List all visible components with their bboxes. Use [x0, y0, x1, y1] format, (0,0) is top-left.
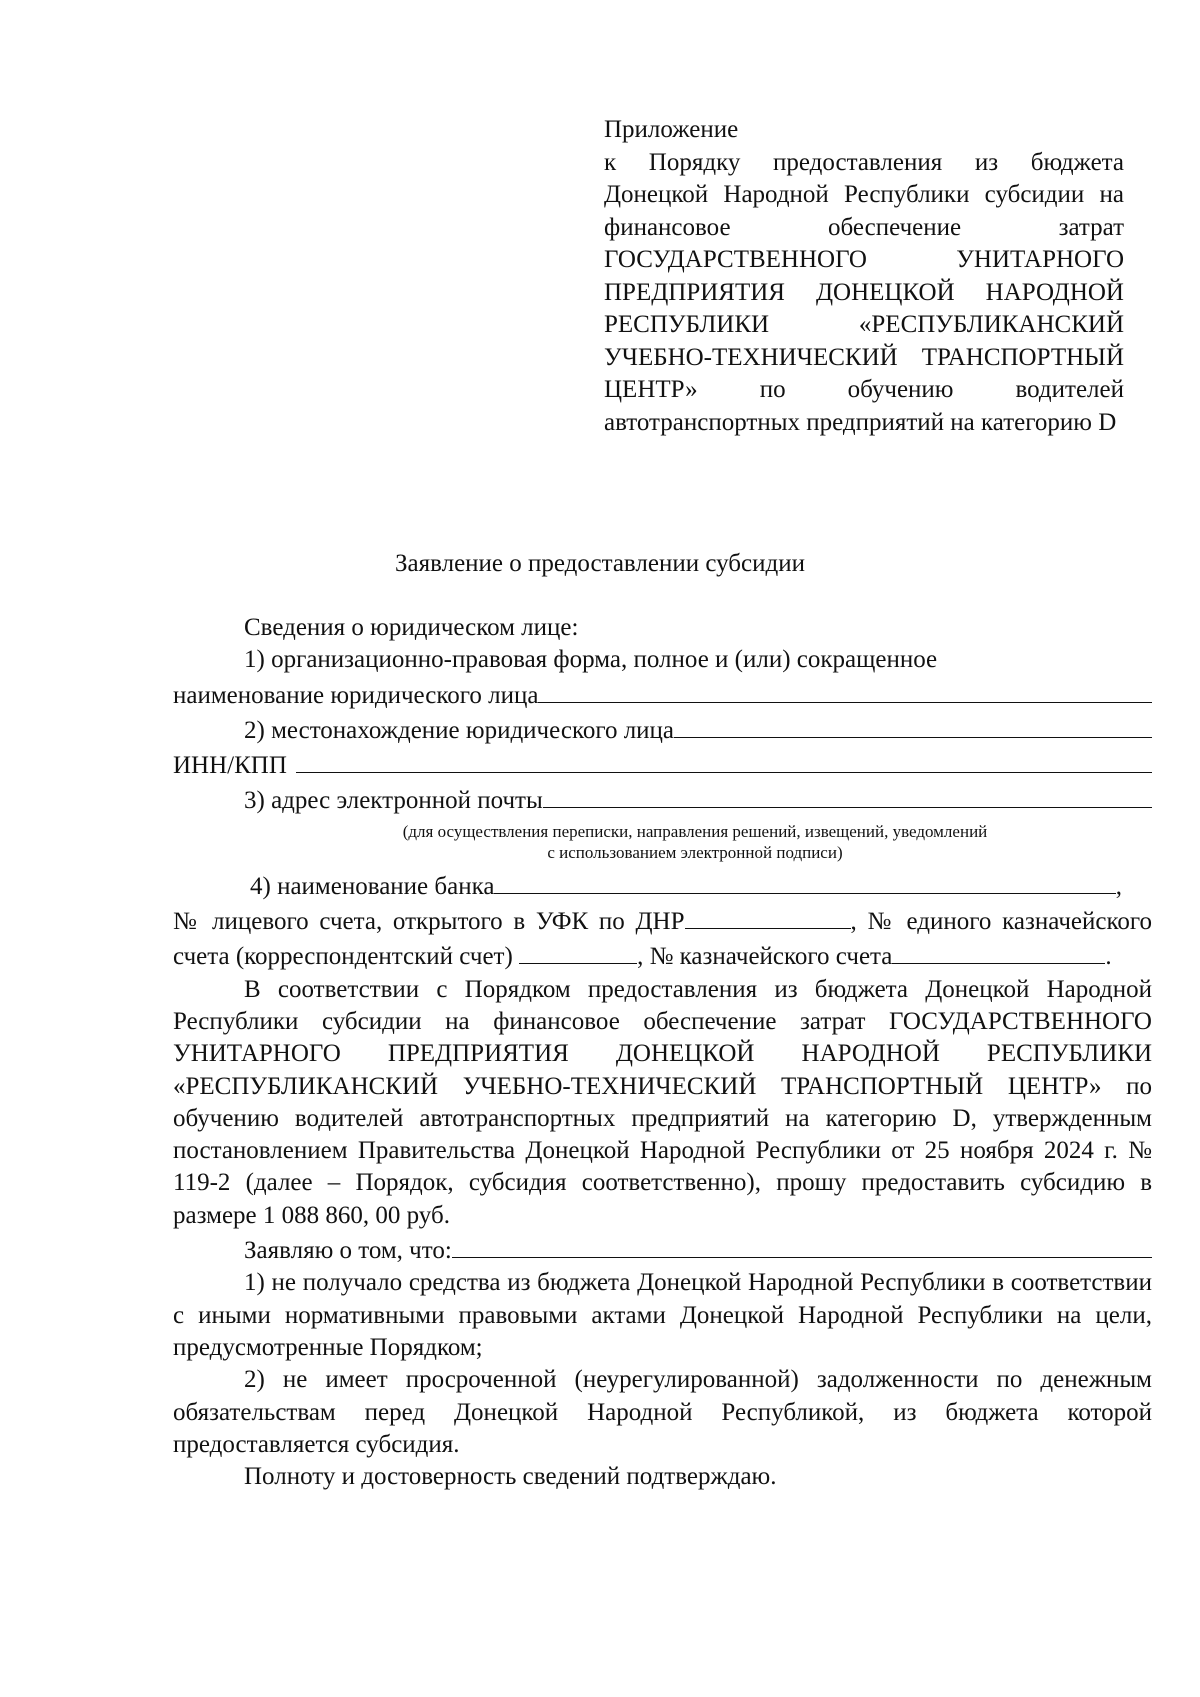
location-blank[interactable] — [674, 712, 1152, 738]
appendix-text: к Порядку предоставления из бюджета Донецкой Народной Республики субсидии на финансовое обеспечение затрат ГОСУДАРСТВЕННОГО УНИТАРНОГО ПРЕДПРИЯТИЯ ДОНЕЦКОЙ НАРОДНОЙ РЕСПУБЛИКИ «РЕСПУБЛИКАНСКИЙ УЧЕБНО-ТЕХНИЧЕСКИЙ ТРАНСПОРТНЫЙ ЦЕНТР» по обучению водителей автотранспортных предприятий на категорию D — [604, 148, 1124, 436]
item4-field — [173, 868, 1152, 903]
declaration-field — [173, 1232, 1152, 1267]
inn-kpp-field — [173, 747, 1152, 782]
document-body — [173, 612, 1152, 1493]
email-note — [173, 821, 1152, 863]
treasury-account-label: , № единого казначейского счета (корреспондентский счет) — [173, 908, 1152, 971]
document-title: Заявление о предоставлении субсидии — [395, 550, 805, 577]
inn-kpp-blank[interactable] — [296, 747, 1152, 773]
item2-label: 2) местонахождение юридического лица — [244, 716, 675, 744]
personal-account-label: № лицевого счета, открытого в УФК по ДНР — [173, 908, 685, 936]
item3-field — [173, 782, 1152, 817]
inn-kpp-label: ИНН/КПП — [173, 752, 287, 780]
item3-label: 3) адрес электронной почты — [244, 787, 543, 815]
item4-label: 4) наименование банка — [250, 872, 495, 900]
appendix-label: Приложение — [604, 116, 739, 143]
appendix-block — [604, 114, 1124, 439]
declaration-item1: 1) не получало средства из бюджета Донецкой Народной Республики в соответствии с иными нормативными правовыми актами Донецкой Народной Республики на цели, предусмотренные Порядком; — [173, 1269, 1152, 1361]
email-note-line1: (для осуществления переписки, направления решений, извещений, уведомлений — [402, 821, 988, 841]
item1-line2-label: наименование юридического лица — [173, 681, 539, 709]
item4-comma: , — [1115, 872, 1122, 900]
declaration-item2: 2) не имеет просроченной (неурегулированной) задолженности по денежным обязательствам перед Донецкой Народной Республикой, из бюджета которой предоставляется субсидия. — [173, 1366, 1152, 1458]
item1-field — [173, 677, 1152, 712]
request-paragraph: В соответствии с Порядком предоставления из бюджета Донецкой Народной Республики субсидии на финансовое обеспечение затрат ГОСУДАРСТВЕННОГО УНИТАРНОГО ПРЕДПРИЯТИЯ ДОНЕЦКОЙ НАРОДНОЙ РЕСПУБЛИКИ «РЕСПУБЛИКАНСКИЙ УЧЕБНО-ТЕХНИЧЕСКИЙ ТРАНСПОРТНЫЙ ЦЕНТР» по обучению водителей автотранспортных предприятий на категорию D, утвержденным постановлением Правительства Донецкой Народной Республики от 25 ноября 2024 г. № 119-2 (далее – Порядок, субсидия соответственно), прошу предоставить субсидию в размере 1 088 860, 00 руб. — [173, 975, 1152, 1229]
email-note-line2: с использованием электронной подписи) — [547, 842, 843, 862]
email-blank[interactable] — [543, 782, 1152, 808]
legal-entity-heading: Сведения о юридическом лице: — [244, 614, 579, 641]
item1-line1: 1) организационно-правовая форма, полное и (или) сокращенное — [244, 646, 938, 674]
treasury-subaccount-blank[interactable] — [892, 938, 1105, 964]
declaration-heading: Заявляю о том, что: — [244, 1237, 452, 1265]
entity-name-blank[interactable] — [538, 677, 1152, 703]
declaration-blank[interactable] — [452, 1232, 1152, 1258]
correspondent-account-blank[interactable] — [519, 938, 637, 964]
item2-field — [173, 712, 1152, 747]
confirmation-statement: Полноту и достоверность сведений подтверждаю. — [244, 1463, 777, 1491]
treasury-subaccount-label: , № казначейского счета — [637, 943, 893, 971]
bank-name-blank[interactable] — [494, 868, 1115, 894]
personal-account-blank[interactable] — [685, 903, 851, 929]
accounts-paragraph — [173, 903, 1152, 974]
accounts-period: . — [1105, 943, 1112, 971]
